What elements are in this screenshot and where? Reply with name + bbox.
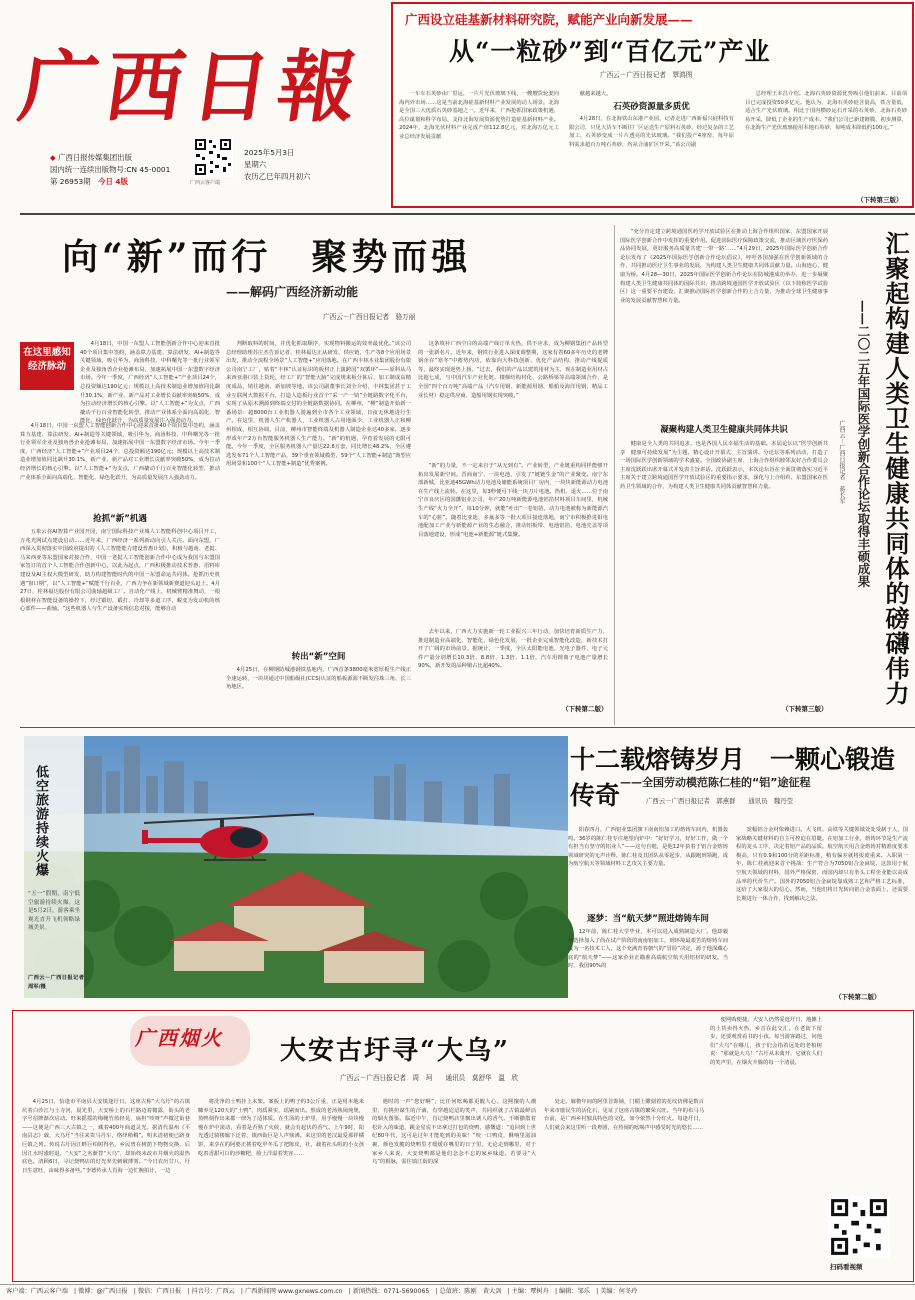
footer-item: 微信：广西日报 bbox=[137, 1288, 182, 1295]
footer-item: 编辑：邹乐 bbox=[559, 1288, 590, 1295]
second-section-head: 逐梦：当“航天梦”照进熔铸车间 bbox=[587, 914, 709, 924]
publisher: 广西日报传媒集团出版 bbox=[58, 153, 132, 162]
lead-byline: 广西云－广西日报记者 覃鸿图 bbox=[600, 71, 693, 79]
second-headline[interactable]: 十二载熔铸岁月 一颗心锻造传奇 bbox=[570, 745, 896, 810]
main-column-3: 这条填补广西空白的高端产线订单火热，供不应求，成为柳钢集团产品转型的一张新名片。近年来，钢铁行业进入深度调整期，这家有着60多年历史的老牌钢企在“寒冬”中蓄势内功，依靠向大科技创新、优化产品结构、推动产线提质等，最终实现逆势上扬。“过去，我们的产品以建筑用材为主，现在制造业用材占比超七成，与中国汽车产业化链、楼梯结构材化、公路桥梁等高端领域合作，是全国“四个百万吨”高端产品（汽车用钢、新能源用钢、船舶及海洋用钢、精品工业长材）稳定供应商、造船用钢实现突破。” bbox=[418, 341, 608, 399]
second-column-1: 阳春四月，广西铝业集团旗下南南铝加工的熔铸车间内，机器轰鸣。36岁的陈仁桂专注地望向炉中：“好好学习，好好工作，做一个有担当有坚守的铝业人”——这句自勉，是他12年执着于铝合金熔铸领域研究的无声诠释。陈仁桂及其团队从零起步，从跟跑到领跑，成为航空航天等领域材料工艺攻关主要力量。 bbox=[568, 827, 728, 868]
issue-number: 第 26953期 bbox=[50, 177, 91, 186]
main-column-4b: 去年以来，广西大力实施新一轮工业振兴三年行动，加快培育新质生产力，推进制造业高端化、智能化、绿色化发展，一批企业完成智能化改造，新技术打开了广阔的市场前景。据统计，一季度，全区太阳能电池、光电子器件、电子元件产量分别增长10.3倍、8.8倍、1.3倍、1.1倍，汽车用锂离子电池产量增长90%，新开发的品种铜占比超40%。 bbox=[418, 629, 608, 670]
masthead-info: ◆ 广西日报传媒集团出版 国内统一连续出版物号:CN 45-0001 第 26953期 今日 4版 bbox=[50, 152, 200, 188]
second-continued[interactable]: （下转第二版） bbox=[835, 993, 881, 1001]
main-column-4: “新”的力量，不一定来自于“从无到有”。产业转型，产业链重构同样能够开拓出发展新空间。晋商南宁、一块电池，引发了“链链生金”的产业聚变。南宁东部新城，比亚迪45GWh动力电池及储能系统项目厂房内，一块块新能源动力电池在生产线上流转。在这里，每3秒便可下线一块刀片电池。热机、退火……位于南宁市良庆区的国藩铝业公司，年产20万吨新能源电池铝箔材料项目车间里，机械生产线“火力全开”，每10分钟，就能“吐出”一卷铝箔。动力电池被称为新能源汽车的“心脏”。随着比亚迪、多氟多等一批大项目接连落地，南宁市积极推进钼电池配加工产业与新能源产业的生态融合，推动铝板带、电池铝箔、电池壳盖等项目落地建设，形成“电池+新能源”链式集聚。 bbox=[418, 463, 608, 538]
bottom-column-3: 遇时的一声“您好啊”，比任何吆喝都更醒人心。这熙攘的人潮里，有挑担谋生的汗滴，有穿越迢迢的笑声，共同织就了古镇最鲜活的烟火图鉴。临近中午，肖记烧鸭店里飘出诱人的香气。不断撒散着松针入的味道，跳金星说不出拿过打包的烧鸭，感慨道：“追回到上世纪80年代，这可是过年才能吃到的美味！”咬一口鸭皮，酥响里滋油裹，颜色发脆的烧鸭里才缓缓在嘴里的日子里。无论走到哪里，对于家乡人来说，大安烧鸭都是他们念念不忘的家乡味道。若要寻“大乌”的根脉，需往镇江街的深 bbox=[372, 1099, 536, 1166]
weekday: 星期六 bbox=[244, 160, 267, 169]
date-block bbox=[244, 147, 384, 183]
column-badge: 在这里感知经济脉动 bbox=[20, 342, 74, 390]
lead-story-box bbox=[391, 2, 914, 208]
qr-caption: 广西云客户端 bbox=[190, 180, 221, 186]
footer-item: 客户端：广西云客户端 bbox=[6, 1288, 68, 1295]
right-continued[interactable]: （下转第三版） bbox=[782, 705, 828, 713]
section-divider bbox=[20, 727, 915, 728]
column-rule bbox=[614, 225, 615, 725]
main-subtitle: ——解码广西经济新动能 bbox=[226, 285, 359, 299]
lead-kicker: 广西设立硅基新材料研究院，赋能产业向新发展—— bbox=[405, 12, 693, 27]
main-column-1-top: 4月18日，中国一东盟人工智能创新合作中心迎来首批40个项目集中签约，涵盖算力基建、算法研发、AI+制造等关键领域，吸引华为、商汤科技、中科曙光等一批行业领军企业及独角兽企业抢滩布局，加速拓展中国一东盟数字经济市场。今年一季度，广西经济“人工智能+”产业项目24个，总投资额达190亿元；规模以上高技术制造业增加值同比飙升30.1%，新产业、新产品对工业增长贡献率突破50%，成为拉动经济增长的核心引擎。以“人工智能+”为支点，广西撬动千行百业智能化转型，推动产业体系全面向高端化、智能化、绿色化跃升，为高质量发展注入强劲动力。 bbox=[80, 341, 220, 425]
footer-item: 总值班：陈刚 黄大剑 bbox=[439, 1288, 502, 1295]
right-byline: 广西云－广西日报记者 蒋长军 bbox=[838, 420, 845, 505]
cn-number: 国内统一连续出版物号:CN 45-0001 bbox=[50, 165, 171, 174]
right-headline[interactable]: 汇聚起构建人类卫生健康共同体的磅礴伟力 bbox=[881, 231, 910, 706]
photo-credit: 广西云－广西日报记者周军/摄 bbox=[28, 975, 84, 990]
masthead-logo: 广西日報 bbox=[13, 42, 371, 133]
bottom-headline[interactable]: 大安古圩寻“大乌” bbox=[280, 1036, 510, 1066]
footer-item: 抖音号：广西云 bbox=[191, 1288, 235, 1295]
issue-date: 2025年5月3日 bbox=[244, 148, 295, 157]
masthead-qr-code[interactable] bbox=[193, 137, 233, 177]
right-column-2: 健康是全人类的共同追求，也是各国人民幸福生活的基础。本届论坛以“医学创新共享 健康可持续发展”为主题，精心设计开幕式、主旨演讲、分论坛等系列活动，打造了一场国际医学创新领域的学术盛宴。全国政协副主席、上海合作组织睦邻友好合作委员会主席沈跃跃出席开幕式并发表主旨讲话。沈跃跃表示，本次论坛旨在全面贯彻落实习近平主席关于建立跨境通国医学开放试验区的重要指示要求，深化与上合组织、东盟国家在医药卫生领域的合作，为构建人类卫生健康共同体贡献智慧和力量。 bbox=[620, 441, 828, 490]
second-column-2: 宽幅铝合金材依赖进口。大飞机、高铁等关键领域处处受制于人，国家战略关键材料的自主可控迫在眉睫。在铝加工行业，熔铸环节是生产流程的龙头工序，决定着铝产品的品质。航空航天用合金熔铸对精准度要求极高，只有0.9和100分的差距标准，稍有偏差就将报废重来。入职第一年，陈仁桂就迎来首个挑战：生产符合为7050铝合金扁锭。这款用于航空航天领域的材料，国外严格保密，而国内却只有拳头工程企业能以高成品率的代价生产。国外的7050铝合金扁锭靠成熟工艺和严格工艺标准，这给了大家很大的信心。然而，当他们将日光转向铝合金表面上，还需要长期进行一体合作，找到解决之法。 bbox=[736, 827, 908, 902]
bottom-column-4: 处走。廊檐年间的阿里首饰铺，门楣上雕刻着的花纹仿佛是数百年来市廛民生的活化石，见证了这座古镇的繁荣兴旺。当年的布马马台前，是广西乡村独具特色的文化，如今依然十分红火。每逢圩日，人们就会来这里听一段粤剧，在热闹的吆喝声中感受时光的悠长…… bbox=[544, 1099, 704, 1131]
column-logo: 广西烟火 bbox=[135, 1026, 223, 1050]
lead-column-3: 总经理王本昌介绍。北海石英砂资源优势吸引他们前来，目前项目已完成投资50多亿元。他认为，北海石英砂硅含量高，铁含量低，适合生产光伏玻璃。相比于国内横砂运石开采的石英砂，北海石英砂易开采，降低了企业的生产成本。“我们公司已新建镀膜、初步测算，在北海生产光伏玻璃使用本地石英砂，每吨成本降低约100元。” bbox=[745, 91, 907, 132]
bottom-qr-code[interactable] bbox=[828, 1196, 890, 1258]
bottom-qr-caption: 扫码看视频 bbox=[830, 1263, 863, 1271]
lead-column-1: 一车车石英砂由厂里运，一片片光伏玻璃下线，一艘艘货轮驶向海内外市场……这是当前北海硅基新材料产业发展的动人场景。北海是全国三大优质石英砂基地之一。近年来，广西抢抓国家政策机遇，高位谋划和科学布局，支持北海发展资源优势打造硅基新材料产业。2024年，北海光伏材料产业完成产值112.8亿元，对北海万亿元工业总经济发展贡献 bbox=[399, 91, 559, 140]
second-column-1b: 12年前，陈仁桂大学毕业，本可以进入成熟制造大厂。他却毅然选择加入了尚在试产阶段的南南铝加工，到环境最艰苦的熔铸车间成为一名技术工人。这个充满青春朝气的“冒险”决定，源于他深藏心底的“航天梦”——这家企业正瞄准高端航空航天用铝材的研发。当时，我国90%的 bbox=[568, 929, 728, 970]
footer-item: 美编：何冬玲 bbox=[600, 1288, 638, 1295]
main-column-1-body: 五象云谷AI智算产业园开园，南宁国际科技产业城人工智能科创中心项目开工，万兆光网试点建设启动……近年来，广西经济一系列新动向引人关注。面向东盟，广西深入贯彻落实中国政府提出的《人工智能能力建设普惠计划》，积极与越南、老挝、马来西亚等东盟国家对接合作，中国一老挝人工智能创新合作中心成为我国与东盟国家签订的首个人工智能合作创新中心。以此为起点，广西积极推动技术普惠、语料库建设及AI主权大模型研发，助力构建智能时代的中国一东盟命运共同体。抢抓历史机遇“窗口期”，以“人工智能+”赋能千行百业，广西力争在新领域新赛道迎头赶上。4月27日，桂林福达股份有限公司曲轴超级工厂。自动化产线上，机械臂精准舞动，一根根钢材在智能设备的操控下，经过锻切、锻打、冷却等多道工序，蜕变为发动机的核心部件——曲轴。“这些机器人与生产设备实现信息对接，能够自动 bbox=[20, 529, 220, 613]
lead-column-2: 献越来越大。 石英砂资源量多质优 4月28日，在北海铁山东港产业园，记者走进广西新福兴硅科技有限公司，只见大货车不断往厂区运送生产原料石英砂，经过复杂的工艺加工，石英砂变成一片片透亮的光伏玻璃。“我们投产4座窑，每年原料需求超百万吨石英砂，均从合浦矿区开采。”该公司副 bbox=[569, 91, 734, 148]
footer-item: 主编：覃树舟 bbox=[511, 1288, 549, 1295]
main-byline: 广西云－广西日报记者 骆万丽 bbox=[323, 313, 416, 321]
second-subtitle: ——全国劳动模范陈仁桂的“铝”途征程 bbox=[620, 776, 811, 789]
news-photo-helicopter[interactable] bbox=[24, 736, 568, 998]
lunar-date: 农历乙巳年四月初六 bbox=[244, 172, 311, 181]
photo-sidehead: 低空旅游持续火爆 bbox=[33, 765, 48, 877]
bottom-byline: 广西云－广西日报记者 周 珂 通讯员 莫舒华 温 欣 bbox=[340, 1074, 519, 1082]
right-section-head: 凝聚构建人类卫生健康共同体共识 bbox=[660, 425, 788, 435]
lead-headline[interactable]: 从“一粒砂”到“百亿元”产业 bbox=[449, 37, 771, 66]
photo-caption: “五一”假期，南宁低空旅游持续火爆。这是5月2日，游客乘坐观光直升飞机领略绿城美景。 bbox=[28, 891, 80, 932]
bottom-column-2: 将洗净的土鸭挂上木架。案板上的鸭子约3公斤重，正是用本地米糠养足120天的“土鸭”，肉质紧实，瑶剔而出。熬成的老汤熟闹炖煲，蒸鸭刻作出来都一律为了适体质。在生汤的土炉里，用手慢慢一块块慢慢在炉中滚动，看着是否熟了火候，就会有起伏的香气。上午9时，阳光透过骑楼廊下泛着，镇西街巨是人声鼎沸。来这里的老汉最爱那样橘饼，来享在的阿婆正挑着吃甲冬瓜了把陈皮，社，载着社头咀的小女孩吃着香甜可口的沙糖粑，脸上洋溢着笑容…… bbox=[198, 1099, 364, 1157]
footer-bar: 客户端：广西云客户端 | 微博：@广西日报 | 微信：广西日报 | 抖音号：广西云 | 广西新闻网 www.gxnews.com.cn | 新闻热线：0771-5690065 | 总值班：陈刚 黄大剑 | 主编：覃树舟 | 编辑：邹乐 | 美编：何冬玲 bbox=[0, 1284, 915, 1300]
page-count: 今日 4版 bbox=[98, 177, 128, 186]
footer-item: 新闻热线：0771-5690065 bbox=[352, 1288, 430, 1295]
right-subtitle: ——二〇二五年国际医学创新合作论坛取得丰硕成果 bbox=[856, 300, 871, 588]
photo-illustration bbox=[24, 736, 568, 998]
bottom-column-5: 便网购便捷，大安人仍然爱逛圩日，地摊上的土货卖得火热，乡音在此交汇。在老街下留步，还要观赏看书的小孩。每当游客路过，问他们“大乌”在哪儿，孩子们会指着远处的老柏树说：“那就是大乌！”古圩从未离开，它就在人们的笑声里，在烟火升腾的每一个清晨。 bbox=[710, 1017, 822, 1066]
main-continued[interactable]: （下转第二版） bbox=[562, 705, 608, 713]
lead-subhead: 石英砂资源量多质优 bbox=[613, 101, 690, 112]
bottom-column-1: 4月25日，恰逢市平南县大安镇逢圩日。这座古称“大乌圩”的古镇坑着白沙江与土寺河，晨光里，大安桥上的石栏路迈着微露，街头的老字号招牌渐次启动。旺来摇摇的梅靴竹篮轻晃，扁担“吱呀”声微过街巷——这便是广西三大古镇之一，藏着400年商道灵光。据清代温州《平南县志》载，大乌圩“当往来贵马丹车，络绎稍稠”。明末清初便已跻身巨镇之列。传说古圩因江畔巨柏树得名，乡民曾在树荫下物物交换，后因江水时涨时退，“大安”之名渐替“大乌”，却始终未改市井烟火的温热底色。清顾6日，寻记烧鸭店的灯光率先刺破薄雾。“今日农历廿八，圩日生意旺，由味得多备些。”李德传承人肖海一边忙腕拍计，一边 bbox=[22, 1099, 190, 1174]
main-headline[interactable]: 向“新”而行 聚势而强 bbox=[62, 236, 472, 278]
main-column-1-cont: 4月18日，中国一东盟人工智能创新合作中心迎来首批40个项目集中签约，涵盖算力基建、算法研发、AI+制造等关键领域，吸引华为、商汤科技、中科曙光等一批行业领军企业及独角兽企业抢滩布局，加速拓展中国一东盟数字经济市场。今年一季度，广西经济“人工智能+”产业项目24个，总投资额达190亿元；规模以上高技术制造业增加值同比飙升30.1%，新产业、新产品对工业增长贡献率突破50%，成为拉动经济增长的核心引擎。以“人工智能+”为支点，广西撬动千行百业智能化转型，推动产业体系全面向高端化、智能化、绿色化跃升，为高质量发展注入强劲动力。 bbox=[20, 423, 220, 481]
lead-continued[interactable]: （下转第三版） bbox=[857, 196, 903, 204]
footer-item[interactable]: 广西新闻网 www.gxnews.com.cn bbox=[245, 1288, 343, 1295]
main-column-2-body: 4月25日，在柳钢防城港钢铁基地内，广西首条3800毫米宽厚板生产线正全速运转，一块块通过中国船级社(CCS)认证的船板源源不断发往珠三角、长三角地区。 bbox=[226, 667, 411, 691]
masthead-divider bbox=[20, 213, 915, 215]
second-byline: 广西云－广西日报记者 郭燕群 通讯员 魏丹莹 bbox=[646, 797, 793, 805]
right-column-1: “充分肯定建立跨境通国医药学开放试验区在推动上海合作组织国家、东盟国家开展国际医学创新合作中发挥的重要作用。促进国际医疗保障政策交流，推动区域医疗医保药品协同发展，更好服务高质量共建‘一带一路’……”4月29日，2025年国际医学创新合作论坛发布了《2025年国际医学创新合作论坛倡议》，呼吁各国加强在医学创新领域的合作，共同推动医疗卫生事业的发展，为构建人类卫生健康共同体贡献力量。山海连心，健康为桥。4月28—30日，2025年国际医学创新合作论坛在防城港成功举办，进一步凝聚构建人类卫生健康共同体的国际共识，推动跨境通国医学开放试验区（以下简称医学试验区）这一重要平台建设，汇聚推动国际医学创新合作的上合力量，为推动全球卫生健康事业的发展贡献智慧和力量。 bbox=[620, 229, 828, 304]
main-section-head-2: 转出“新”空间 bbox=[291, 652, 346, 662]
main-column-2: 判断取料的时间，并优化抓取顺序，实现物料搬运的效率最优化。”该公司总经理助理苏庄杰告诉记者，桂林福达正从研发、供应链、生产等8个应用场景出发，推动全流程全场景“人工智能+”应用落地。在广西丰林木业集团股份有限公司南宁工厂，贴着“丰林”认证标识的板材正上演跨国“双循环”——原料从马来西亚港口装上货轮，经工厂的“智能大脑”完成规来板分拣后，加工制成高精度成品，销往越南、新加坡等地。该公司副董事长刘全介绍，丰林集团甚于工业互联网大数据平台，打造人造板行业首个“采一产一销”全链路数字化平台，实现了从原木溯源到终端交付的全链路数据协同。在柳州，“柳”制造开始新一番场景：超8000台工业机器人游遍到全市各个工业领域，日夜无休地进行生产。在这里，机器人生产机器人，工业机器人占用地面少，工业机器人正和柳州相成，相互协调。目前，柳州市智能终端及机器人制造企业达40多家，逐步形成年产2万台智能服务机器人生产能力。“新”的机遇，孕育着发展的无限可能。今年一季度，全区服务机器人产量达22.8万套，同比增长48.2%，全区遴选发布71个人工智能产品，39个垂直领域模型，59个“人工智能+制造”典型应用场景和100个“人工智能+制造”优秀案例。 bbox=[226, 341, 411, 468]
footer-item: 微博：@广西日报 bbox=[78, 1288, 128, 1295]
main-section-head-1: 抢抓“新”机遇 bbox=[93, 514, 147, 524]
